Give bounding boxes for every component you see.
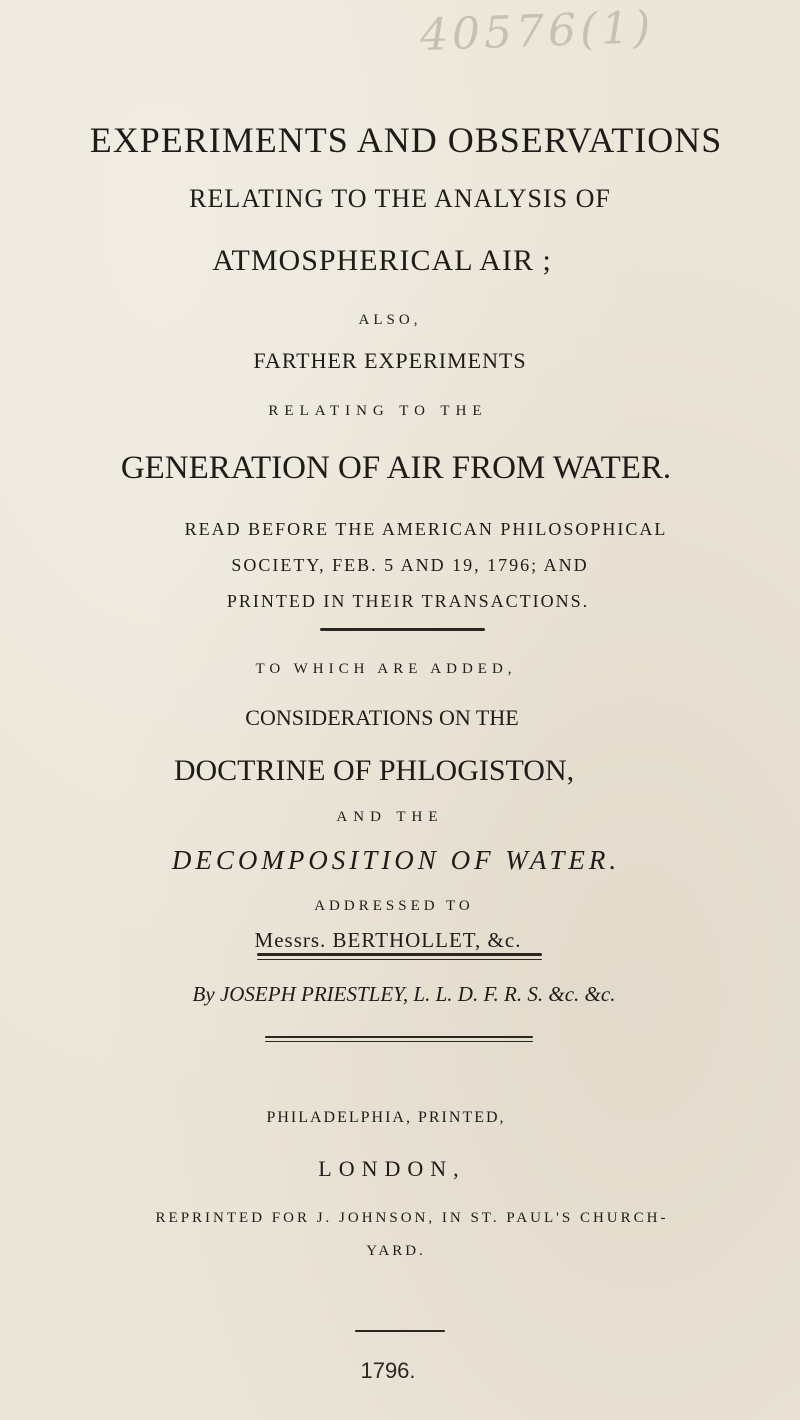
generation-heading: GENERATION OF AIR FROM WATER.	[120, 450, 672, 486]
double-rule-top-thin	[257, 959, 542, 960]
decomposition-heading: DECOMPOSITION OF WATER.	[171, 845, 621, 875]
divider-rule	[320, 628, 485, 631]
read-before-line-3: PRINTED IN THEIR TRANSACTIONS.	[226, 591, 590, 611]
also-label: ALSO,	[358, 312, 422, 328]
imprint-london: LONDON,	[318, 1156, 466, 1181]
to-which-added-label: TO WHICH ARE ADDED,	[255, 661, 517, 677]
read-before-line-2: SOCIETY, FEB. 5 AND 19, 1796; AND	[231, 555, 589, 575]
imprint-reprinted-line-2: YARD.	[366, 1243, 426, 1259]
title-line-1: EXPERIMENTS AND OBSERVATIONS	[89, 120, 723, 160]
short-rule	[355, 1330, 445, 1332]
title-line-2: RELATING TO THE ANALYSIS OF	[189, 184, 611, 213]
considerations-heading: CONSIDERATIONS ON THE	[245, 705, 519, 730]
publication-year: 1796.	[360, 1358, 416, 1383]
title-line-3: ATMOSPHERICAL AIR ;	[212, 244, 552, 277]
double-rule-bottom-thin	[265, 1041, 533, 1042]
farther-experiments-heading: FARTHER EXPERIMENTS	[253, 348, 527, 373]
double-rule-bottom	[265, 1036, 533, 1038]
read-before-line-1: READ BEFORE THE AMERICAN PHILOSOPHICAL	[184, 519, 668, 539]
addressee-line: Messrs. BERTHOLLET, &c.	[254, 928, 522, 952]
imprint-philadelphia: PHILADELPHIA, PRINTED,	[266, 1109, 506, 1126]
and-the-label: AND THE	[336, 809, 444, 825]
double-rule-top	[257, 953, 542, 956]
author-line: By JOSEPH PRIESTLEY, L. L. D. F. R. S. &c. &c.	[192, 982, 616, 1006]
imprint-reprinted-line-1: REPRINTED FOR J. JOHNSON, IN ST. PAUL'S CHURCH-	[155, 1210, 669, 1226]
doctrine-heading: DOCTRINE OF PHLOGISTON,	[173, 754, 575, 787]
addressed-to-label: ADDRESSED TO	[314, 898, 474, 914]
handwritten-catalog-mark: 40576(1)	[419, 1, 656, 62]
relating-to-the-label: RELATING TO THE	[268, 403, 488, 419]
